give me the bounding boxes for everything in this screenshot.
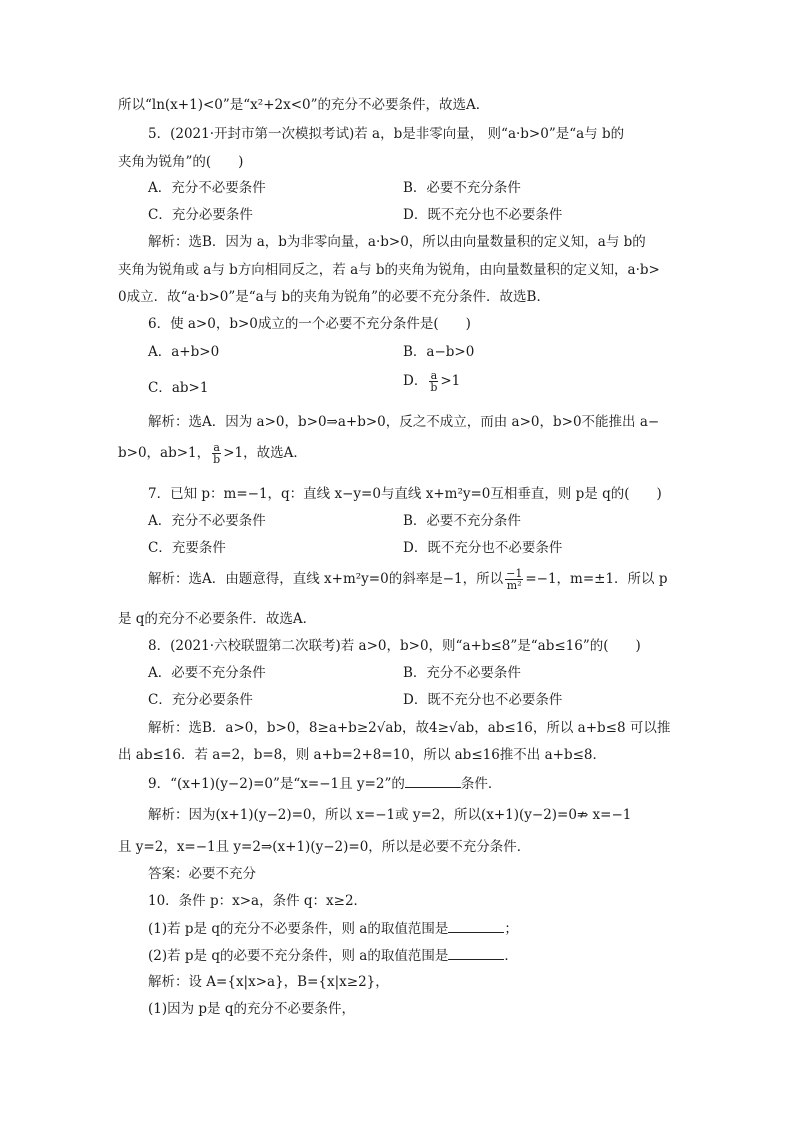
fraction-denominator: m² <box>506 579 522 592</box>
option-c: C．充要条件 <box>148 540 226 556</box>
text-span: ． <box>504 948 518 964</box>
option-b: B．必要不充分条件 <box>403 513 521 529</box>
question-9-stem <box>148 773 501 794</box>
option-c: C．充分必要条件 <box>148 692 253 708</box>
option-c: C．ab>1 <box>148 380 209 396</box>
option-a: A．必要不充分条件 <box>148 665 266 681</box>
text-line: 所以“ln(x+1)<0”是“x²+2x<0”的充分不必要条件，故选A． <box>118 97 490 113</box>
text-span: 条件． <box>460 776 502 792</box>
solution-text: 0成立．故“a·b>0”是“a与 b的夹角为锐角”的必要不充分条件．故选B． <box>118 289 550 305</box>
text-span: 9．“(x+1)(y−2)=0”是“x=−1且 y=2”的 <box>148 776 405 792</box>
solution-text <box>148 568 668 591</box>
fraction <box>505 568 523 591</box>
option-a: A．充分不必要条件 <box>148 513 266 529</box>
option-d: D．既不充分也不必要条件 <box>403 540 563 556</box>
solution-text: 解析：因为(x+1)(y−2)=0，所以 x=−1或 y=2，所以(x+1)(y−2)=0⇏ x=−1 <box>148 807 632 823</box>
question-5-stem-cont: 夹角为锐角”的( ) <box>118 154 244 170</box>
fraction-numerator: a <box>213 441 220 454</box>
text-span: ； <box>504 921 518 937</box>
fraction <box>429 370 438 393</box>
fraction <box>212 442 221 465</box>
text-span: (1)若 p是 q的充分不必要条件，则 a的取值范围是 <box>148 921 449 937</box>
option-d <box>403 370 460 393</box>
option-c: C．充分必要条件 <box>148 207 253 223</box>
solution-text: 且 y=2，x=−1且 y=2⇒(x+1)(y−2)=0，所以是必要不充分条件． <box>118 839 531 855</box>
solution-text <box>118 442 307 465</box>
option-d-rest: >1 <box>440 373 461 389</box>
text-span: >1，故选A． <box>223 445 307 461</box>
solution-text: (1)因为 p是 q的充分不必要条件， <box>148 1001 355 1017</box>
option-b: B．充分不必要条件 <box>403 665 521 681</box>
fraction-denominator: b <box>213 453 221 466</box>
question-10-part-1 <box>148 918 518 939</box>
solution-text: 解析：选B．因为 a，b为非零向量，a·b>0，所以由向量数量积的定义知，a与 b的 <box>148 234 646 250</box>
option-d: D．既不充分也不必要条件 <box>403 207 563 223</box>
text-span: 解析：选A．由题意得，直线 x+m²y=0的斜率是−1，所以 <box>148 571 504 587</box>
question-10-part-2 <box>148 945 518 966</box>
option-b: B．必要不充分条件 <box>403 180 521 196</box>
answer-blank <box>405 773 461 788</box>
text-span: =−1，m=±1．所以 p <box>525 571 668 587</box>
question-7-stem: 7．已知 p：m=−1，q：直线 x−y=0与直线 x+m²y=0互相垂直，则 p是 q的( ) <box>148 486 662 502</box>
solution-text: 解析：选A．因为 a>0，b>0⇒a+b>0，反之不成立，而由 a>0，b>0不能推出 a− <box>148 414 660 430</box>
option-a: A．a+b>0 <box>148 344 220 360</box>
fraction-denominator: b <box>430 381 438 394</box>
solution-text: 出 ab≤16．若 a=2，b=8，则 a+b=2+8=10，所以 ab≤16推不出 a+b≤8． <box>118 747 607 763</box>
option-d-label: D． <box>403 373 428 389</box>
question-8-stem: 8．(2021·六校联盟第二次联考)若 a>0，b>0，则“a+b≤8”是“ab≤16”的( ) <box>148 638 641 654</box>
solution-text: 夹角为锐角或 a与 b方向相同反之，若 a与 b的夹角为锐角，由向量数量积的定义知，a·b> <box>118 262 660 278</box>
fraction-numerator: a <box>430 369 438 382</box>
solution-text: 是 q的充分不必要条件．故选A． <box>118 611 317 627</box>
option-a: A．充分不必要条件 <box>148 180 266 196</box>
option-b: B．a−b>0 <box>403 344 475 360</box>
answer-blank <box>448 945 504 960</box>
text-span: b>0，ab>1， <box>118 445 211 461</box>
question-5-stem: 5．(2021·开封市第一次模拟考试)若 a，b是非零向量， 则“a·b>0”是“a与 b的 <box>148 126 625 142</box>
text-span: (2)若 p是 q的必要不充分条件，则 a的取值范围是 <box>148 948 449 964</box>
fraction-numerator: −1 <box>506 567 523 580</box>
question-10-stem: 10．条件 p：x>a，条件 q：x≥2． <box>148 893 368 909</box>
solution-text: 解析：选B．a>0，b>0，8≥a+b≥2√ab，故4≥√ab，ab≤16，所以 a+b≤8 可以推 <box>148 720 671 736</box>
answer-text: 答案：必要不充分 <box>148 866 256 882</box>
solution-text: 解析：设 A={x|x>a}，B={x|x≥2}， <box>148 974 389 990</box>
question-6-stem: 6．使 a>0，b>0成立的一个必要不充分条件是( ) <box>148 316 471 332</box>
option-d: D．既不充分也不必要条件 <box>403 692 563 708</box>
answer-blank <box>448 918 504 933</box>
